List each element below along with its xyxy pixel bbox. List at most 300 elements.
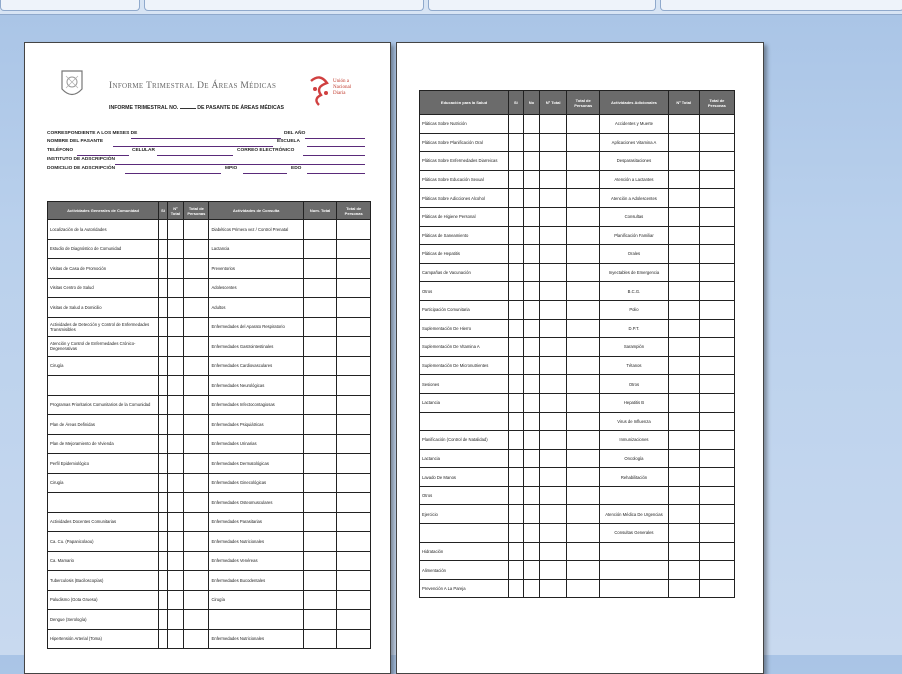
entry-cell[interactable] xyxy=(167,551,184,571)
entry-cell[interactable] xyxy=(337,298,371,318)
entry-cell[interactable] xyxy=(668,468,699,487)
entry-cell[interactable] xyxy=(303,220,337,240)
entry-cell[interactable] xyxy=(159,259,167,279)
entry-cell[interactable] xyxy=(303,571,337,591)
entry-cell[interactable] xyxy=(699,431,734,450)
entry-cell[interactable] xyxy=(567,561,600,580)
entry-cell[interactable] xyxy=(167,239,184,259)
activity-cell[interactable]: Programas Prioritarios Comunitarios de la Comunidad xyxy=(48,395,159,415)
ribbon-tab[interactable] xyxy=(144,0,424,11)
entry-cell[interactable] xyxy=(337,571,371,591)
entry-cell[interactable] xyxy=(699,170,734,189)
entry-cell[interactable] xyxy=(699,542,734,561)
activity-cell[interactable]: Lactancia xyxy=(420,449,509,468)
entry-cell[interactable] xyxy=(509,356,524,375)
entry-cell[interactable] xyxy=(337,493,371,513)
edo-field[interactable] xyxy=(307,173,365,174)
entry-cell[interactable] xyxy=(303,629,337,649)
entry-cell[interactable] xyxy=(699,468,734,487)
entry-cell[interactable] xyxy=(523,412,540,431)
entry-cell[interactable] xyxy=(509,505,524,524)
entry-cell[interactable] xyxy=(540,338,567,357)
activity-cell[interactable]: Suplementación De Hierro xyxy=(420,319,509,338)
activity-cell[interactable]: Otros xyxy=(420,282,509,301)
entry-cell[interactable] xyxy=(159,278,167,298)
activity-cell[interactable]: Consultas xyxy=(600,207,668,226)
entry-cell[interactable] xyxy=(337,473,371,493)
entry-cell[interactable] xyxy=(184,610,209,630)
entry-cell[interactable] xyxy=(523,300,540,319)
entry-cell[interactable] xyxy=(184,239,209,259)
activity-cell[interactable]: Enfermedades Venéreas xyxy=(209,551,303,571)
activity-cell[interactable]: Paludismo (Gota Gruesa) xyxy=(48,590,159,610)
entry-cell[interactable] xyxy=(159,629,167,649)
activity-cell[interactable]: Pláticas Sobre Educación Sexual xyxy=(420,170,509,189)
entry-cell[interactable] xyxy=(523,133,540,152)
entry-cell[interactable] xyxy=(567,245,600,264)
entry-cell[interactable] xyxy=(509,263,524,282)
entry-cell[interactable] xyxy=(184,629,209,649)
entry-cell[interactable] xyxy=(184,220,209,240)
entry-cell[interactable] xyxy=(337,415,371,435)
entry-cell[interactable] xyxy=(540,412,567,431)
entry-cell[interactable] xyxy=(509,561,524,580)
entry-cell[interactable] xyxy=(337,220,371,240)
entry-cell[interactable] xyxy=(567,524,600,543)
entry-cell[interactable] xyxy=(509,431,524,450)
entry-cell[interactable] xyxy=(523,263,540,282)
entry-cell[interactable] xyxy=(167,590,184,610)
entry-cell[interactable] xyxy=(523,579,540,598)
entry-cell[interactable] xyxy=(509,300,524,319)
entry-cell[interactable] xyxy=(167,532,184,552)
entry-cell[interactable] xyxy=(668,524,699,543)
entry-cell[interactable] xyxy=(509,133,524,152)
entry-cell[interactable] xyxy=(523,561,540,580)
entry-cell[interactable] xyxy=(167,395,184,415)
entry-cell[interactable] xyxy=(540,207,567,226)
entry-cell[interactable] xyxy=(159,337,167,357)
entry-cell[interactable] xyxy=(167,454,184,474)
activity-cell[interactable] xyxy=(209,610,303,630)
activity-cell[interactable]: Pláticas Sobre Planificación Oral xyxy=(420,133,509,152)
entry-cell[interactable] xyxy=(540,319,567,338)
entry-cell[interactable] xyxy=(159,434,167,454)
entry-cell[interactable] xyxy=(668,338,699,357)
entry-cell[interactable] xyxy=(303,454,337,474)
activity-cell[interactable]: Enfermedades Dermatológicas xyxy=(209,454,303,474)
activity-cell[interactable]: Enfermedades Psiquiátricas xyxy=(209,415,303,435)
activity-cell[interactable]: Localización de la Autoridades xyxy=(48,220,159,240)
entry-cell[interactable] xyxy=(540,170,567,189)
entry-cell[interactable] xyxy=(509,207,524,226)
entry-cell[interactable] xyxy=(668,245,699,264)
entry-cell[interactable] xyxy=(668,170,699,189)
entry-cell[interactable] xyxy=(668,431,699,450)
entry-cell[interactable] xyxy=(523,189,540,208)
entry-cell[interactable] xyxy=(523,486,540,505)
activity-cell[interactable]: Perfil Epidemiológico xyxy=(48,454,159,474)
activity-cell[interactable]: Aplicaciones Vitamina A xyxy=(600,133,668,152)
activity-cell[interactable]: Pláticas Sobre Adicciones Alcohol xyxy=(420,189,509,208)
entry-cell[interactable] xyxy=(167,298,184,318)
entry-cell[interactable] xyxy=(337,454,371,474)
entry-cell[interactable] xyxy=(303,337,337,357)
entry-cell[interactable] xyxy=(167,376,184,396)
activity-cell[interactable] xyxy=(420,412,509,431)
activity-cell[interactable]: Consultas Generales xyxy=(600,524,668,543)
entry-cell[interactable] xyxy=(567,431,600,450)
entry-cell[interactable] xyxy=(668,412,699,431)
activity-cell[interactable]: Pláticas de Higiene Personal xyxy=(420,207,509,226)
entry-cell[interactable] xyxy=(184,473,209,493)
activity-cell[interactable]: Sesiones xyxy=(420,375,509,394)
activity-cell[interactable]: Actividades Docentes Comunitarias xyxy=(48,512,159,532)
entry-cell[interactable] xyxy=(337,356,371,376)
entry-cell[interactable] xyxy=(159,239,167,259)
entry-cell[interactable] xyxy=(567,319,600,338)
entry-cell[interactable] xyxy=(337,317,371,337)
entry-cell[interactable] xyxy=(567,468,600,487)
entry-cell[interactable] xyxy=(523,170,540,189)
activity-cell[interactable]: Otros xyxy=(420,486,509,505)
activity-cell[interactable]: Tuberculosis (Baciloscopías) xyxy=(48,571,159,591)
entry-cell[interactable] xyxy=(303,239,337,259)
entry-cell[interactable] xyxy=(159,376,167,396)
entry-cell[interactable] xyxy=(509,170,524,189)
entry-cell[interactable] xyxy=(523,375,540,394)
activity-cell[interactable]: Visitas de Salud a Domicilio xyxy=(48,298,159,318)
entry-cell[interactable] xyxy=(509,486,524,505)
activity-cell[interactable]: Pláticas Sobre Enfermedades Diarreicas xyxy=(420,152,509,171)
entry-cell[interactable] xyxy=(167,629,184,649)
entry-cell[interactable] xyxy=(668,505,699,524)
entry-cell[interactable] xyxy=(668,207,699,226)
entry-cell[interactable] xyxy=(303,493,337,513)
entry-cell[interactable] xyxy=(167,415,184,435)
activity-cell[interactable]: Planificación Familiar xyxy=(600,226,668,245)
entry-cell[interactable] xyxy=(167,493,184,513)
entry-cell[interactable] xyxy=(668,486,699,505)
activity-cell[interactable]: Enfermedades Nutricionales xyxy=(209,629,303,649)
entry-cell[interactable] xyxy=(184,454,209,474)
entry-cell[interactable] xyxy=(184,551,209,571)
email-field[interactable] xyxy=(303,155,365,156)
activity-cell[interactable]: Inyectables de Emergencia xyxy=(600,263,668,282)
entry-cell[interactable] xyxy=(184,356,209,376)
activity-cell[interactable]: Estudio de Diagnóstico de Comunidad xyxy=(48,239,159,259)
activity-cell[interactable]: Cirugía xyxy=(48,356,159,376)
entry-cell[interactable] xyxy=(303,590,337,610)
entry-cell[interactable] xyxy=(167,337,184,357)
entry-cell[interactable] xyxy=(540,282,567,301)
entry-cell[interactable] xyxy=(184,395,209,415)
entry-cell[interactable] xyxy=(523,542,540,561)
entry-cell[interactable] xyxy=(699,207,734,226)
activity-cell[interactable]: Prevención A La Pareja xyxy=(420,579,509,598)
entry-cell[interactable] xyxy=(699,375,734,394)
entry-cell[interactable] xyxy=(167,278,184,298)
entry-cell[interactable] xyxy=(303,610,337,630)
entry-cell[interactable] xyxy=(509,338,524,357)
entry-cell[interactable] xyxy=(668,375,699,394)
activity-cell[interactable]: Suplementación De Micronutrientes xyxy=(420,356,509,375)
activity-cell[interactable]: Adultos xyxy=(209,298,303,318)
entry-cell[interactable] xyxy=(167,356,184,376)
entry-cell[interactable] xyxy=(540,189,567,208)
entry-cell[interactable] xyxy=(567,375,600,394)
entry-cell[interactable] xyxy=(523,393,540,412)
cell-field[interactable] xyxy=(157,155,233,156)
activity-cell[interactable]: D.P.T. xyxy=(600,319,668,338)
entry-cell[interactable] xyxy=(184,298,209,318)
entry-cell[interactable] xyxy=(159,610,167,630)
entry-cell[interactable] xyxy=(699,226,734,245)
activity-cell[interactable] xyxy=(600,486,668,505)
entry-cell[interactable] xyxy=(668,115,699,134)
activity-cell[interactable]: Enfermedades Gastrointestinales xyxy=(209,337,303,357)
entry-cell[interactable] xyxy=(699,263,734,282)
activity-cell[interactable]: Lactancia xyxy=(420,393,509,412)
entry-cell[interactable] xyxy=(699,412,734,431)
entry-cell[interactable] xyxy=(509,449,524,468)
entry-cell[interactable] xyxy=(699,393,734,412)
entry-cell[interactable] xyxy=(540,356,567,375)
entry-cell[interactable] xyxy=(523,431,540,450)
entry-cell[interactable] xyxy=(523,505,540,524)
entry-cell[interactable] xyxy=(159,512,167,532)
activity-cell[interactable]: Actividades de Detección y Control de Enfermedades Transmisibles xyxy=(48,317,159,337)
entry-cell[interactable] xyxy=(699,133,734,152)
entry-cell[interactable] xyxy=(567,115,600,134)
ribbon-tab[interactable] xyxy=(660,0,902,11)
entry-cell[interactable] xyxy=(303,512,337,532)
entry-cell[interactable] xyxy=(523,468,540,487)
entry-cell[interactable] xyxy=(668,449,699,468)
entry-cell[interactable] xyxy=(523,245,540,264)
entry-cell[interactable] xyxy=(509,524,524,543)
entry-cell[interactable] xyxy=(668,356,699,375)
entry-cell[interactable] xyxy=(540,505,567,524)
months-field[interactable] xyxy=(131,138,281,139)
entry-cell[interactable] xyxy=(668,300,699,319)
entry-cell[interactable] xyxy=(159,571,167,591)
entry-cell[interactable] xyxy=(184,434,209,454)
entry-cell[interactable] xyxy=(184,317,209,337)
activity-cell[interactable]: Atención y Control de Enfermedades Crónico-Degenerativas xyxy=(48,337,159,357)
entry-cell[interactable] xyxy=(167,220,184,240)
activity-cell[interactable]: Visitas Centro de Salud xyxy=(48,278,159,298)
activity-cell[interactable]: Ca. Cu. (Papanicolaou) xyxy=(48,532,159,552)
entry-cell[interactable] xyxy=(523,207,540,226)
entry-cell[interactable] xyxy=(540,449,567,468)
entry-cell[interactable] xyxy=(509,579,524,598)
entry-cell[interactable] xyxy=(523,524,540,543)
entry-cell[interactable] xyxy=(509,282,524,301)
entry-cell[interactable] xyxy=(540,468,567,487)
entry-cell[interactable] xyxy=(303,317,337,337)
activity-cell[interactable]: Cirugía xyxy=(48,473,159,493)
entry-cell[interactable] xyxy=(509,115,524,134)
entry-cell[interactable] xyxy=(668,282,699,301)
entry-cell[interactable] xyxy=(184,337,209,357)
entry-cell[interactable] xyxy=(159,493,167,513)
entry-cell[interactable] xyxy=(523,152,540,171)
entry-cell[interactable] xyxy=(337,551,371,571)
entry-cell[interactable] xyxy=(567,505,600,524)
entry-cell[interactable] xyxy=(184,493,209,513)
entry-cell[interactable] xyxy=(184,259,209,279)
entry-cell[interactable] xyxy=(567,263,600,282)
entry-cell[interactable] xyxy=(567,133,600,152)
activity-cell[interactable]: Participación Comunitaria xyxy=(420,300,509,319)
activity-cell[interactable]: Plan de Áreas Definidas xyxy=(48,415,159,435)
entry-cell[interactable] xyxy=(159,454,167,474)
entry-cell[interactable] xyxy=(509,189,524,208)
entry-cell[interactable] xyxy=(523,319,540,338)
entry-cell[interactable] xyxy=(159,395,167,415)
activity-cell[interactable]: Diabéticos Primera vez / Control Prenatal xyxy=(209,220,303,240)
entry-cell[interactable] xyxy=(303,473,337,493)
entry-cell[interactable] xyxy=(167,610,184,630)
name-field[interactable] xyxy=(113,146,273,147)
entry-cell[interactable] xyxy=(699,189,734,208)
activity-cell[interactable] xyxy=(600,579,668,598)
activity-cell[interactable]: Atención a Adolescentes xyxy=(600,189,668,208)
ribbon-tab[interactable] xyxy=(0,0,140,11)
entry-cell[interactable] xyxy=(540,524,567,543)
activity-cell[interactable]: Hidratación xyxy=(420,542,509,561)
activity-cell[interactable]: Desparasitaciones xyxy=(600,152,668,171)
entry-cell[interactable] xyxy=(699,561,734,580)
activity-cell[interactable]: Ca. Mamario xyxy=(48,551,159,571)
entry-cell[interactable] xyxy=(540,115,567,134)
activity-cell[interactable]: Enfermedades Cardiovasculares xyxy=(209,356,303,376)
entry-cell[interactable] xyxy=(540,300,567,319)
entry-cell[interactable] xyxy=(699,486,734,505)
entry-cell[interactable] xyxy=(523,226,540,245)
entry-cell[interactable] xyxy=(303,298,337,318)
activity-cell[interactable]: Virus de Influenza xyxy=(600,412,668,431)
entry-cell[interactable] xyxy=(509,319,524,338)
institution-field[interactable] xyxy=(115,164,365,165)
activity-cell[interactable]: Preventorios xyxy=(209,259,303,279)
entry-cell[interactable] xyxy=(509,245,524,264)
entry-cell[interactable] xyxy=(337,629,371,649)
entry-cell[interactable] xyxy=(303,278,337,298)
entry-cell[interactable] xyxy=(184,376,209,396)
entry-cell[interactable] xyxy=(509,412,524,431)
activity-cell[interactable]: Sarampión xyxy=(600,338,668,357)
entry-cell[interactable] xyxy=(699,319,734,338)
entry-cell[interactable] xyxy=(699,152,734,171)
entry-cell[interactable] xyxy=(337,376,371,396)
entry-cell[interactable] xyxy=(668,189,699,208)
entry-cell[interactable] xyxy=(184,532,209,552)
activity-cell[interactable]: Atención a Lactantes xyxy=(600,170,668,189)
entry-cell[interactable] xyxy=(159,298,167,318)
entry-cell[interactable] xyxy=(540,226,567,245)
activity-cell[interactable]: Hipertensión Arterial (Toma) xyxy=(48,629,159,649)
entry-cell[interactable] xyxy=(159,551,167,571)
activity-cell[interactable]: Suplementación De Vitamina A xyxy=(420,338,509,357)
entry-cell[interactable] xyxy=(540,245,567,264)
activity-cell[interactable] xyxy=(420,524,509,543)
entry-cell[interactable] xyxy=(540,486,567,505)
entry-cell[interactable] xyxy=(668,319,699,338)
entry-cell[interactable] xyxy=(167,571,184,591)
activity-cell[interactable]: Oncología xyxy=(600,449,668,468)
entry-cell[interactable] xyxy=(523,356,540,375)
activity-cell[interactable] xyxy=(600,542,668,561)
activity-cell[interactable] xyxy=(48,376,159,396)
entry-cell[interactable] xyxy=(509,226,524,245)
entry-cell[interactable] xyxy=(303,551,337,571)
entry-cell[interactable] xyxy=(184,590,209,610)
entry-cell[interactable] xyxy=(668,152,699,171)
entry-cell[interactable] xyxy=(167,512,184,532)
entry-cell[interactable] xyxy=(540,152,567,171)
entry-cell[interactable] xyxy=(509,375,524,394)
entry-cell[interactable] xyxy=(540,561,567,580)
activity-cell[interactable]: Otros xyxy=(600,375,668,394)
entry-cell[interactable] xyxy=(337,395,371,415)
phone-field[interactable] xyxy=(77,155,129,156)
entry-cell[interactable] xyxy=(337,278,371,298)
entry-cell[interactable] xyxy=(699,115,734,134)
activity-cell[interactable]: Alimentación xyxy=(420,561,509,580)
entry-cell[interactable] xyxy=(159,356,167,376)
entry-cell[interactable] xyxy=(668,226,699,245)
activity-cell[interactable]: Adolescentes xyxy=(209,278,303,298)
entry-cell[interactable] xyxy=(567,300,600,319)
entry-cell[interactable] xyxy=(303,356,337,376)
entry-cell[interactable] xyxy=(159,590,167,610)
activity-cell[interactable]: Enfermedades Ginecológicas xyxy=(209,473,303,493)
activity-cell[interactable]: Campañas de Vacunación xyxy=(420,263,509,282)
activity-cell[interactable] xyxy=(48,493,159,513)
activity-cell[interactable]: Pláticas de Saneamiento xyxy=(420,226,509,245)
entry-cell[interactable] xyxy=(668,263,699,282)
entry-cell[interactable] xyxy=(699,505,734,524)
entry-cell[interactable] xyxy=(540,133,567,152)
activity-cell[interactable]: Rehabilitación xyxy=(600,468,668,487)
activity-cell[interactable]: Enfermedades Neurológicas xyxy=(209,376,303,396)
activity-cell[interactable]: Enfermedades Nutricionales xyxy=(209,532,303,552)
activity-cell[interactable]: Visitas de Casa de Promoción xyxy=(48,259,159,279)
entry-cell[interactable] xyxy=(567,579,600,598)
entry-cell[interactable] xyxy=(337,512,371,532)
entry-cell[interactable] xyxy=(337,532,371,552)
entry-cell[interactable] xyxy=(540,263,567,282)
entry-cell[interactable] xyxy=(303,259,337,279)
entry-cell[interactable] xyxy=(567,356,600,375)
activity-cell[interactable]: Hepatitis B xyxy=(600,393,668,412)
entry-cell[interactable] xyxy=(159,220,167,240)
activity-cell[interactable]: Enfermedades Osteomusculares xyxy=(209,493,303,513)
entry-cell[interactable] xyxy=(184,278,209,298)
entry-cell[interactable] xyxy=(159,415,167,435)
entry-cell[interactable] xyxy=(523,449,540,468)
entry-cell[interactable] xyxy=(337,239,371,259)
entry-cell[interactable] xyxy=(567,189,600,208)
entry-cell[interactable] xyxy=(159,532,167,552)
activity-cell[interactable]: Enfermedades del Aparato Respiratorio xyxy=(209,317,303,337)
entry-cell[interactable] xyxy=(523,282,540,301)
activity-cell[interactable]: Tétanos xyxy=(600,356,668,375)
activity-cell[interactable]: Lavado De Manos xyxy=(420,468,509,487)
activity-cell[interactable]: Pláticas de Hepatitis xyxy=(420,245,509,264)
